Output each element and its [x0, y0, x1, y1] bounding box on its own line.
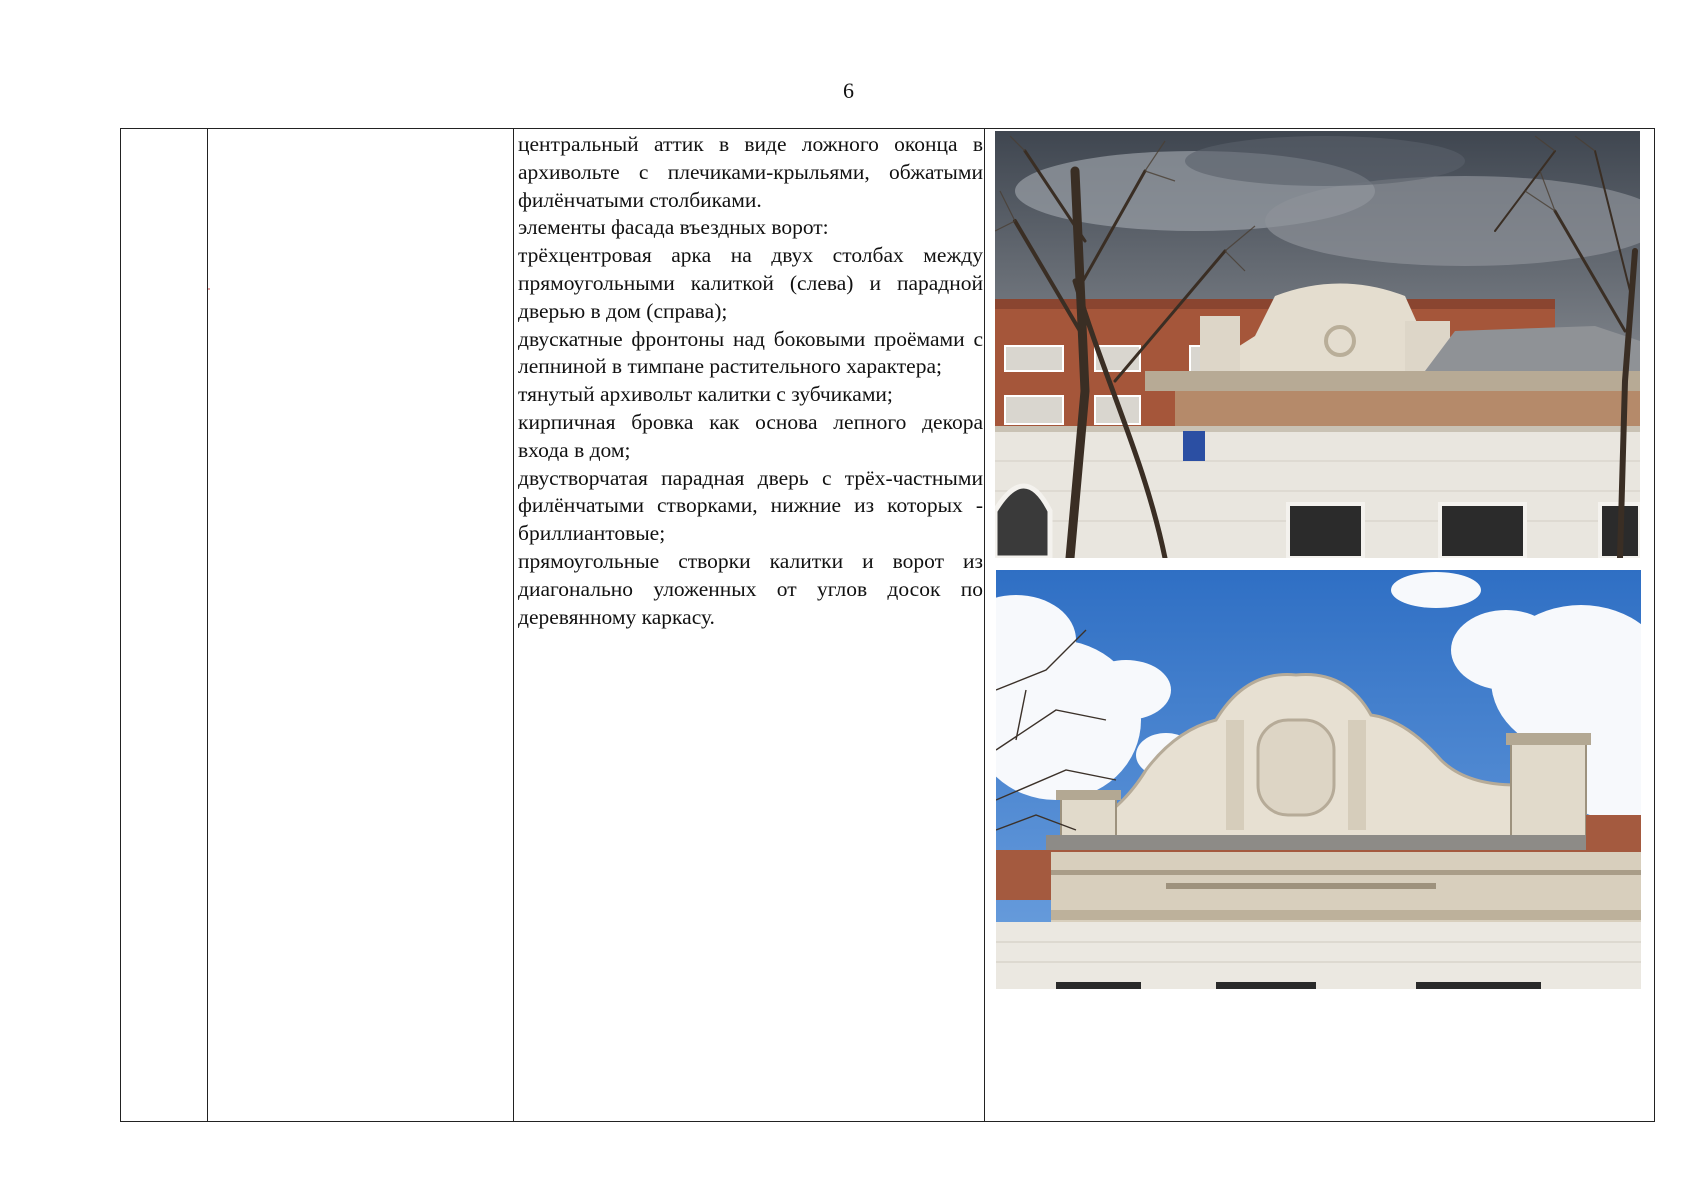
facade-photo-image — [995, 131, 1640, 558]
description-paragraph: двустворчатая парадная дверь с трёх-частными филёнчатыми створками, нижние из которых - бриллиантовые; — [518, 465, 983, 546]
number-cell — [121, 129, 207, 1121]
page-number: 6 — [843, 78, 854, 103]
pediment-photo — [996, 570, 1641, 989]
description-paragraph: тянутый архивольт калитки с зубчиками; — [518, 382, 893, 407]
description-paragraph: элементы фасада въездных ворот: — [518, 215, 829, 240]
description-cell — [513, 129, 986, 1121]
description-paragraph: кирпичная бровка как основа лепного декора входа в дом; — [518, 409, 983, 462]
scan-speck — [208, 288, 210, 290]
description-paragraph: прямоугольные створки калитки и ворот из диагонально уложенных от углов досок по деревянному каркасу. — [518, 548, 983, 629]
pediment-photo-image — [996, 570, 1641, 989]
facade-photo — [995, 131, 1640, 558]
description-paragraph: центральный аттик в виде ложного оконца в архивольте с плечиками-крыльями, обжатыми филёнчатыми столбиками. — [518, 132, 983, 212]
description-paragraph: трёхцентровая арка на двух столбах между прямоугольными калиткой (слева) и парадной дверью в дом (справа); — [518, 243, 983, 323]
name-cell — [207, 129, 513, 1121]
document-table — [120, 128, 1655, 1122]
photo-cell — [984, 129, 1654, 1121]
description-paragraph: двускатные фронтоны над боковыми проёмами с лепниной в тимпане растительного характера; — [518, 326, 983, 379]
